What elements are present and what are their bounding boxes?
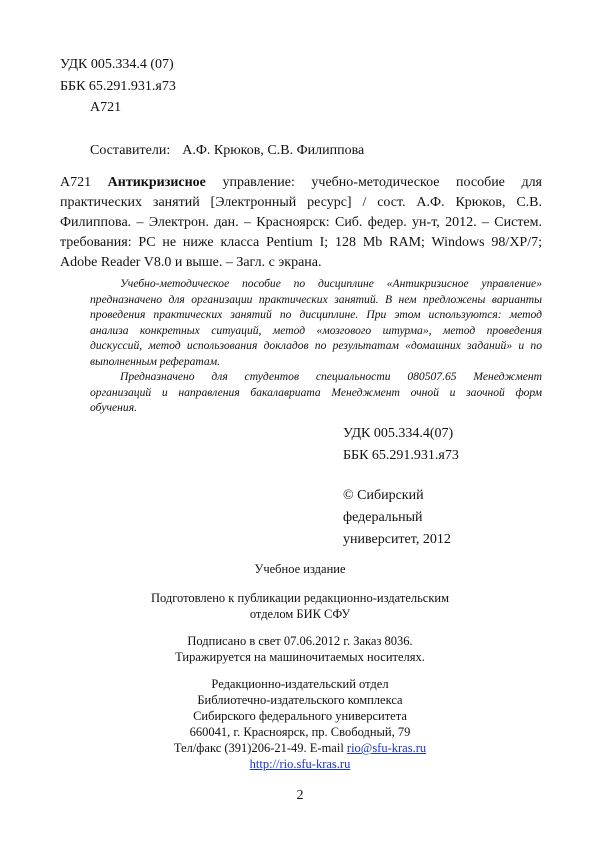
compilers-line <box>90 141 364 161</box>
page-number: 2 <box>296 788 304 803</box>
right-bbk-code: ББК 65.291.931.я73 <box>343 448 459 463</box>
prepared-line: Подготовлено к публикации редакционно-издательским <box>150 591 450 605</box>
bbk-code: ББК 65.291.931.я73 <box>60 79 176 94</box>
publisher-line: Сибирского федерального университета <box>193 709 407 723</box>
record-code: А721 <box>60 175 92 190</box>
annotation-line: дискуссий, метод использования докладов по результатам «домашних заданий» и по <box>90 339 542 352</box>
annotation-line: анализа конкретных ситуаций, метод «мозгового штурма», метод проведения <box>90 323 542 337</box>
record-line-2: практических занятий [Электронный ресурс] / сост. А.Ф. Крюков, С.В. <box>60 195 542 210</box>
publisher-line: 660041, г. Красноярск, пр. Свободный, 79 <box>189 725 411 739</box>
publisher-line: Библиотечно-издательского комплекса <box>197 693 403 707</box>
compilers-label: Составители: <box>90 143 171 158</box>
prepared-by <box>0 590 600 622</box>
right-udk-code: УДК 005.334.4(07) <box>343 426 454 441</box>
record-title: Антикризисное <box>107 175 206 190</box>
record-line-4: требования: PC не ниже класса Pentium I; 128 Mb RAM; Windows 98/XP/7; <box>60 235 542 250</box>
website-link[interactable]: http://rio.sfu-kras.ru <box>249 757 351 771</box>
publisher-info <box>0 676 600 772</box>
annotation-line: организаций и направления бакалавриата Менеджмент очной и заочной форм <box>90 385 542 399</box>
edition-type: Учебное издание <box>254 562 346 576</box>
website-line <box>0 756 600 772</box>
annotation-line: предназначено для организации практических занятий. В нем предложены варианты <box>90 292 542 306</box>
record-line-3: Филиппова. – Электрон. дан. – Красноярск: Сиб. федер. ун-т, 2012. – Систем. <box>60 215 542 230</box>
signed-line: Тиражируется на машиночитаемых носителях. <box>175 650 425 664</box>
annotation-line: Предназначено для студентов специальности 080507.65 Менеджмент <box>120 370 542 383</box>
copyright-block <box>343 485 451 551</box>
phone-text: Тел/факс (391)206-21-49. E-mail <box>173 741 347 755</box>
annotation-line: Учебно-методическое пособие по дисциплине «Антикризисное управление» <box>120 277 542 290</box>
record-line-5: Adobe Reader V8.0 и выше. – Загл. с экрана. <box>60 255 322 270</box>
compilers-names: А.Ф. Крюков, С.В. Филиппова <box>182 143 365 158</box>
udk-code: УДК 005.334.4 (07) <box>60 57 174 72</box>
copyright-line: © Сибирский <box>343 488 424 503</box>
bibliographic-record <box>60 173 542 273</box>
email-link[interactable]: rio@sfu-kras.ru <box>346 741 427 755</box>
prepared-line: отделом БИК СФУ <box>249 607 351 621</box>
annotation-line: обучения. <box>90 401 137 414</box>
signed-info <box>0 633 600 665</box>
annotation-line: проведения практических занятий по дисциплине. При этом используются: метод <box>90 308 542 321</box>
annotation-line: выполненным рефератам. <box>90 354 221 368</box>
contact-line <box>0 740 600 756</box>
annotation <box>90 276 542 416</box>
signed-line: Подписано в свет 07.06.2012 г. Заказ 8036. <box>187 634 413 648</box>
publisher-line: Редакционно-издательский отдел <box>211 677 389 691</box>
copyright-line: федеральный <box>343 510 423 525</box>
record-line-1: А721 Антикризисное управление: учебно-методическое пособие для <box>60 175 542 190</box>
copyright-line: университет, 2012 <box>343 532 451 547</box>
author-mark: А721 <box>90 100 122 115</box>
